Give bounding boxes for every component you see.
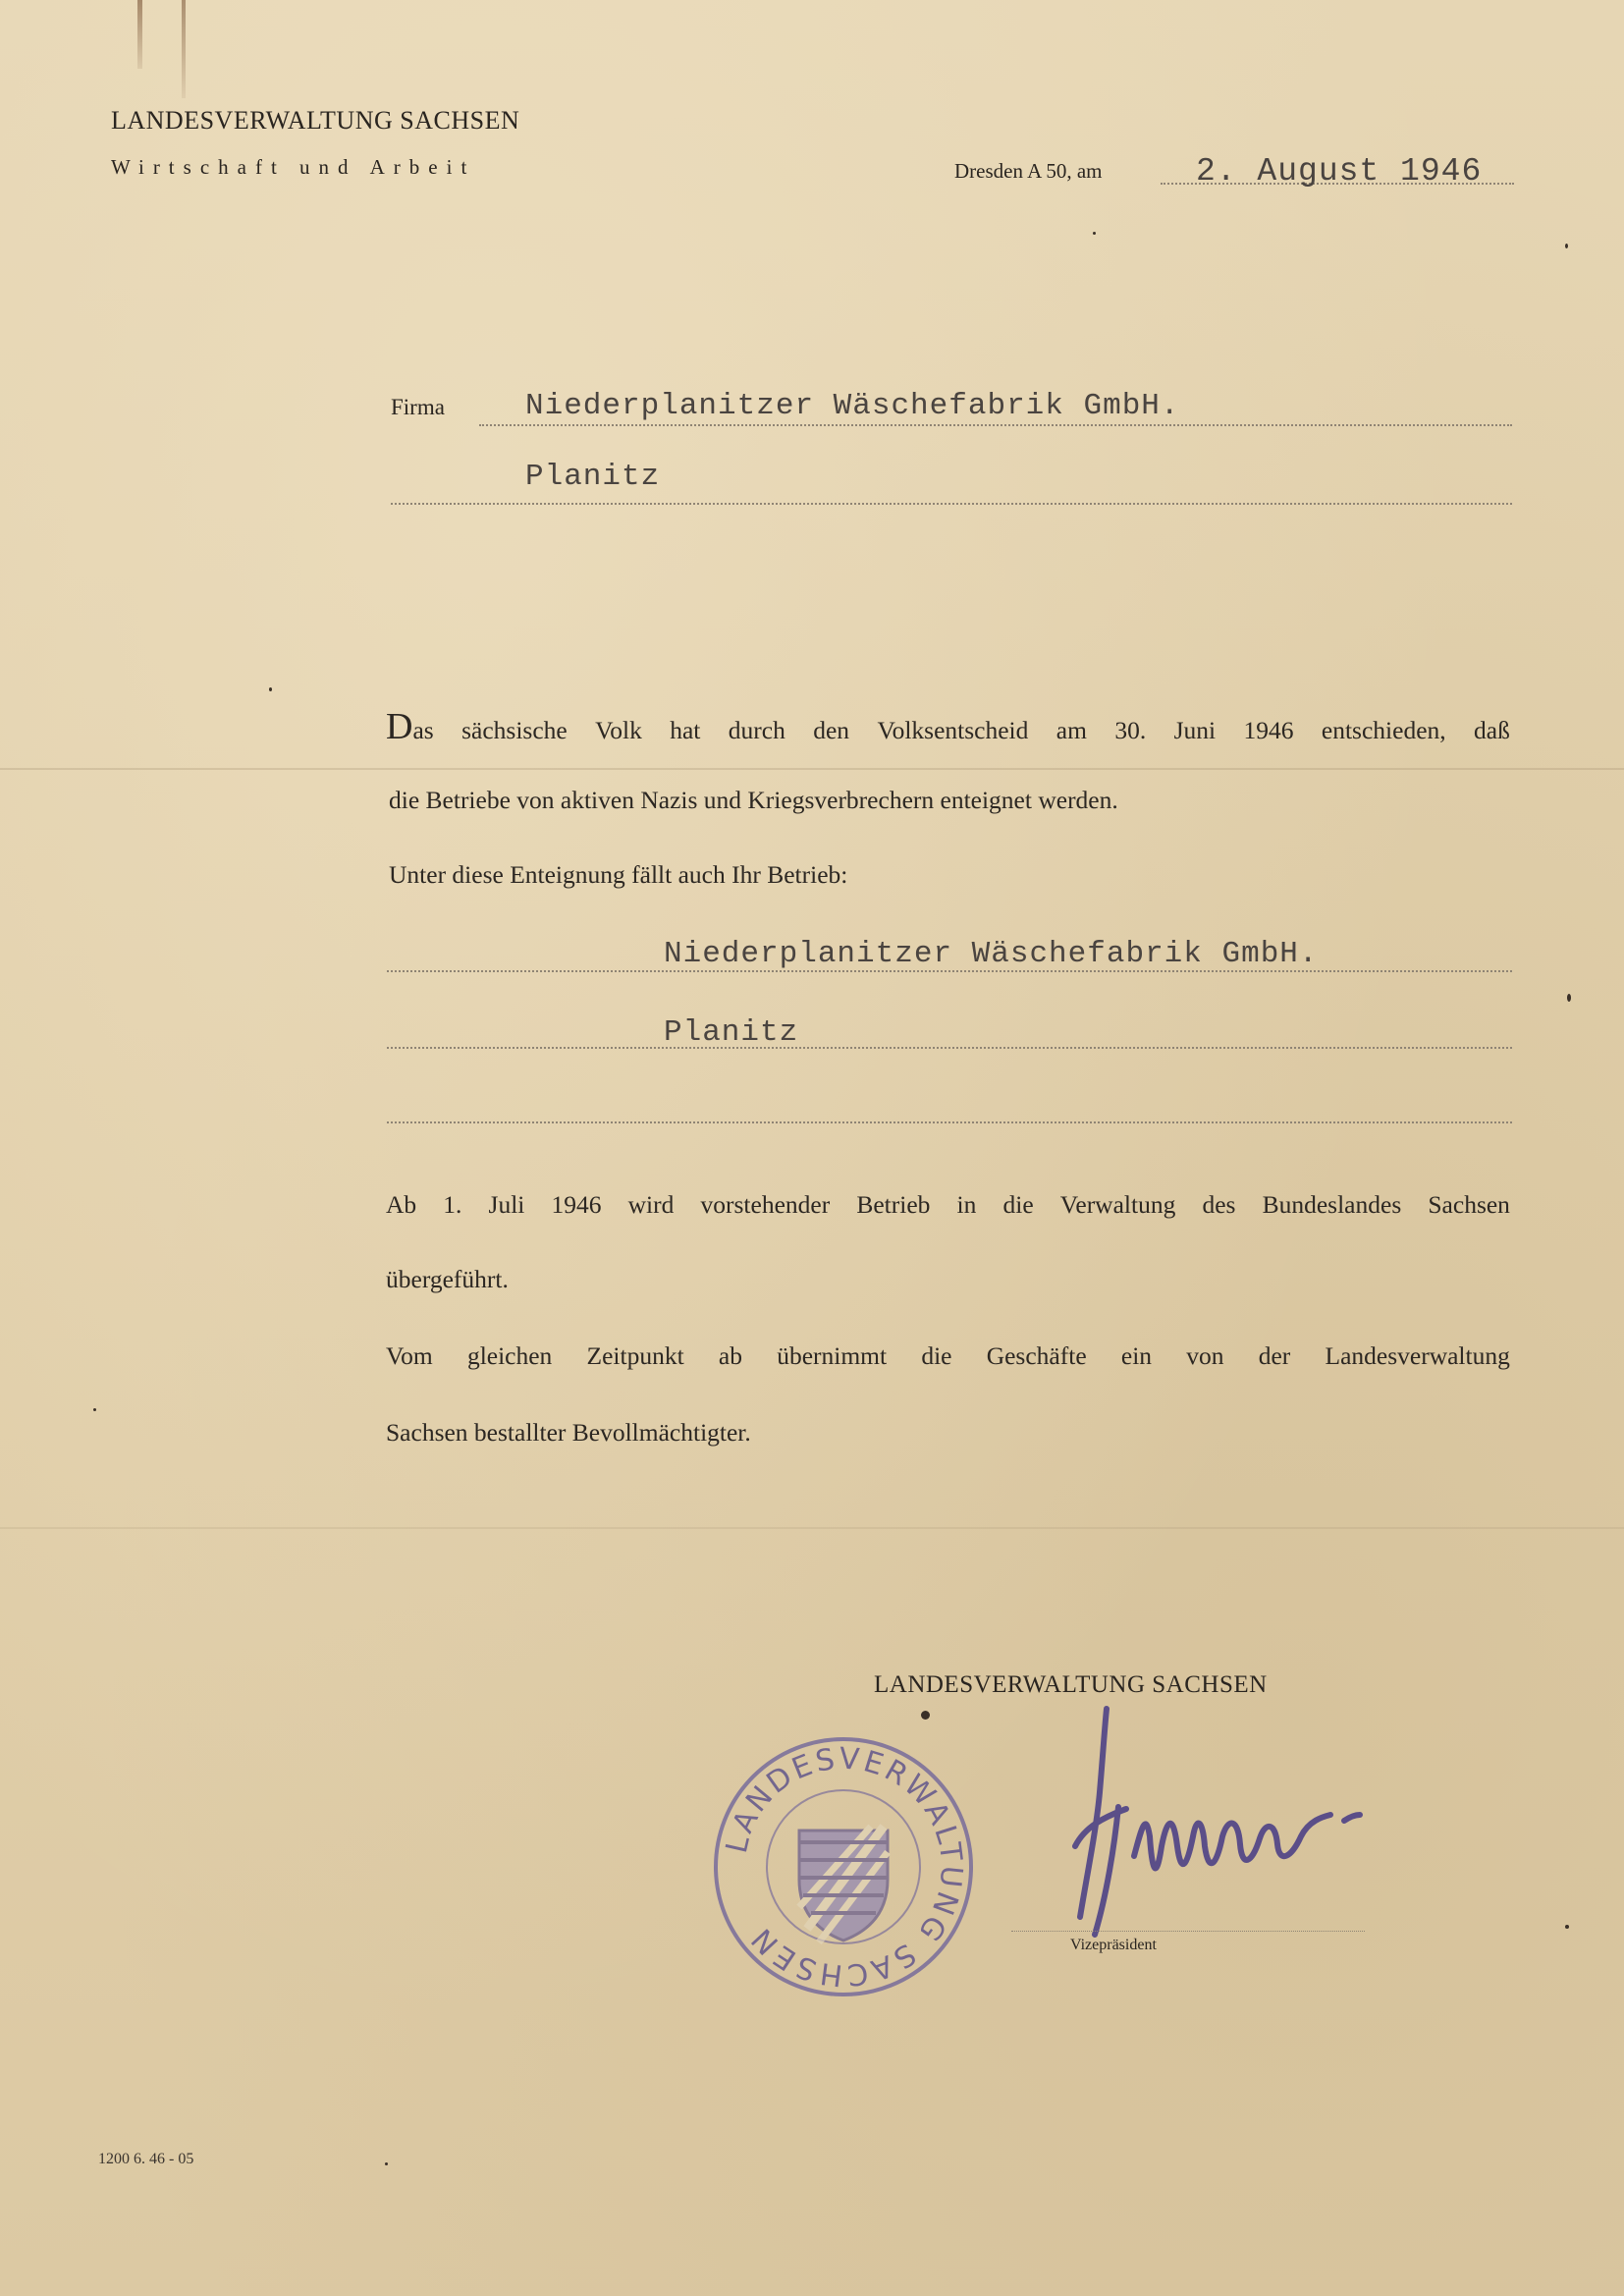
stamp-text: LANDESVERWALTUNG SACHSEN — [719, 1741, 969, 1993]
recipient-city: Planitz — [525, 460, 661, 494]
paragraph1-line3: Unter diese Enteignung fällt auch Ihr Betrieb: — [389, 860, 848, 889]
paragraph1-line2: die Betriebe von aktiven Nazis und Kriegsverbrechern enteignet werden. — [389, 786, 1118, 814]
business-dotted-line — [387, 1047, 1512, 1049]
letterhead-department: Wirtschaft und Arbeit — [111, 155, 476, 179]
form-code: 1200 6. 46 - 05 — [98, 2151, 194, 2167]
official-stamp — [709, 1732, 978, 2001]
punch-mark — [137, 0, 142, 69]
initial-letter: D — [386, 706, 413, 747]
signature-dotted-line — [1011, 1931, 1365, 1932]
fold-line — [0, 1527, 1624, 1529]
business-city: Planitz — [664, 1015, 799, 1050]
dateline-label: Dresden A 50, am — [954, 159, 1103, 183]
signature-org-name: LANDESVERWALTUNG SACHSEN — [874, 1671, 1268, 1698]
paper-speck — [1565, 244, 1568, 248]
paragraph1-line1: Das sächsische Volk hat durch den Volksentscheid am 30. Juni 1946 entschieden, daß — [386, 706, 1510, 747]
paper-speck — [1093, 232, 1096, 235]
business-dotted-line — [387, 1121, 1512, 1123]
paper-speck — [1567, 994, 1571, 1002]
recipient-dotted-line — [391, 503, 1512, 505]
letterhead-org-name: LANDESVERWALTUNG SACHSEN — [111, 106, 520, 135]
recipient-name: Niederplanitzer Wäschefabrik GmbH. — [525, 389, 1180, 423]
ink-dot — [921, 1711, 930, 1720]
date-typed: 2. August 1946 — [1196, 153, 1483, 190]
paragraph2-line1: Ab 1. Juli 1946 wird vorstehender Betrieb in die Verwaltung des Bundeslandes Sachsen — [386, 1190, 1510, 1219]
punch-mark — [182, 0, 186, 98]
fold-line — [0, 768, 1624, 770]
paragraph2-line4: Sachsen bestallter Bevollmächtigter. — [386, 1418, 751, 1447]
handwritten-signature — [1036, 1699, 1389, 1954]
signature-title: Vizepräsident — [1070, 1937, 1157, 1953]
paper-speck — [385, 2162, 388, 2165]
recipient-label: Firma — [391, 395, 445, 419]
paragraph2-line3: Vom gleichen Zeitpunkt ab übernimmt die Geschäfte ein von der Landesverwaltung — [386, 1341, 1510, 1370]
paper-speck — [93, 1408, 96, 1411]
paper-speck — [1565, 1925, 1569, 1929]
business-name: Niederplanitzer Wäschefabrik GmbH. — [664, 937, 1319, 971]
recipient-dotted-line — [479, 424, 1512, 426]
paper-speck — [269, 687, 272, 691]
paragraph2-line2: übergeführt. — [386, 1265, 509, 1293]
